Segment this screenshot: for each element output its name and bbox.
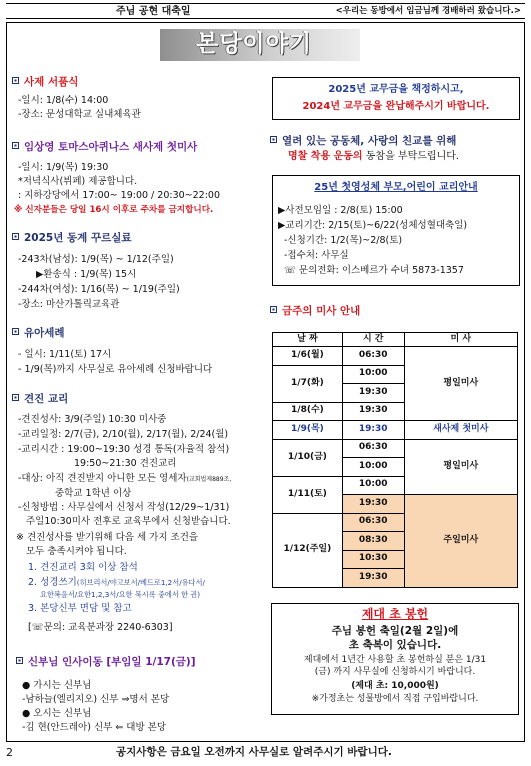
- mass-type-cell: 새사제 첫미사: [404, 421, 517, 440]
- section-first-mass: [12, 141, 197, 155]
- section-title: 신부님 인사이동: [28, 656, 103, 668]
- time-cell: 19:30: [342, 495, 404, 514]
- time-cell: 10:30: [342, 550, 404, 569]
- text-line: 19:50~21:30 견진교리: [74, 458, 177, 469]
- candle-line1: 주님 봉헌 축일(2월 2일)에: [331, 624, 459, 637]
- table-header: 미 사: [404, 333, 517, 347]
- condition-item: [28, 577, 205, 590]
- notice-highlight: 명찰 착용 운동의: [288, 151, 363, 162]
- text-part-small: (히브리서/야고보서/베드로1,2서/유다서/: [76, 578, 205, 587]
- text-line: -교리시간 : 19:00~19:30 성경 통독(자율적 참석): [18, 444, 230, 455]
- dues-notice-box: [272, 77, 520, 120]
- mass-type-cell: 평일미사: [404, 439, 517, 495]
- time-cell: 08:30: [342, 532, 404, 551]
- section-ordination: [12, 76, 78, 90]
- square-bullet-icon: [12, 328, 19, 335]
- text-line: [18, 473, 231, 486]
- mass-type-cell: 주일미사: [404, 495, 517, 588]
- text-line: -접수처: 사무실: [284, 250, 349, 261]
- text-part-small: (교회법제889조,: [186, 476, 232, 483]
- text-line: -신청기간: 1/2(목)~2/8(토): [284, 235, 403, 246]
- date-cell: 1/12(주일): [273, 513, 343, 587]
- section-priest-transfer: [16, 656, 196, 670]
- time-cell: 10:00: [342, 476, 404, 495]
- text-line: -교리일정: 2/7(금), 2/10(월), 2/17(월), 2/24(월): [18, 429, 229, 440]
- candle-line2: 초 축복이 있습니다.: [348, 638, 442, 651]
- time-cell: 06:30: [342, 513, 404, 532]
- section-infant-baptism: [12, 327, 65, 341]
- mass-schedule-table: [272, 332, 518, 588]
- table-row: [273, 347, 518, 366]
- text-line: - 일시: 1/11(토) 17시: [18, 349, 112, 360]
- notice-line1: 열려 있는 공동체, 사랑의 친교를 위해: [282, 135, 457, 147]
- notice-rest: 동참을 부탁드립니다.: [362, 151, 460, 162]
- date-cell: 1/11(토): [273, 476, 343, 513]
- text-line: ▶교리기간: 2/15(토)~6/22(성체성혈대축일): [278, 220, 468, 231]
- table-row: [273, 421, 518, 440]
- text-line: -견진성사: 3/9(주일) 10:30 미사중: [18, 414, 167, 425]
- candle-offering-box: [271, 603, 519, 715]
- square-bullet-icon: [12, 142, 19, 149]
- header-feast-title: 주님 공현 대축일: [116, 6, 191, 17]
- time-cell: 06:30: [342, 347, 404, 366]
- condition-item: 3. 본당신부 면담 및 참고: [28, 603, 132, 614]
- time-cell: 19:30: [342, 402, 404, 421]
- section-title-date: [부임일 1/17(금)]: [106, 656, 196, 668]
- section-cursillo: [12, 232, 132, 246]
- condition-item: 요한복음서/요한1,2,3서/요한 묵시록 중에서 한 권): [40, 590, 201, 599]
- text-line: 모두 충족시켜야 됩니다.: [26, 546, 127, 557]
- condition-item: 1. 견진교리 3회 이상 참석: [28, 562, 138, 573]
- first-communion-title: 25년 첫영성체 부모,어린이 교리안내: [314, 182, 478, 193]
- square-bullet-icon: [270, 136, 277, 143]
- time-cell: 19:30: [342, 384, 404, 403]
- candle-price: (제대 초: 10,000원): [351, 681, 439, 692]
- candle-line6: ※가정초는 성물방에서 직접 구입바랍니다.: [311, 694, 479, 705]
- text-line: -일시: 1/8(수) 14:00: [18, 95, 109, 106]
- candle-title: 제대 초 봉헌: [361, 607, 429, 621]
- text-line: ※ 견진성사를 받기위해 다음 세 가지 조건을: [16, 532, 199, 543]
- table-row: [273, 439, 518, 458]
- time-cell: 06:30: [342, 439, 404, 458]
- header-bar: [6, 3, 525, 19]
- mass-schedule-heading: [270, 305, 360, 319]
- text-line: -244차(여성): 1/16(목) ~ 1/19(주일): [18, 284, 180, 295]
- text-part: 2. 성경쓰기: [28, 577, 77, 588]
- text-line: - 1/9(목)까지 사무실로 유아세례 신청바랍니다: [18, 364, 213, 375]
- section-confirmation: [12, 393, 68, 407]
- text-line: -243차(남성): 1/9(목) ~ 1/12(주일): [18, 254, 174, 265]
- text-line: ▶환송식 : 1/9(목) 15시: [36, 269, 137, 280]
- section-title: 사제 서품식: [24, 76, 79, 88]
- text-part: -대상: 아직 견진받지 아니한 모든 영세자: [18, 473, 187, 484]
- footer-notice: 공지사항은 금요일 오전까지 사무실로 알려주시기 바랍니다.: [116, 746, 392, 758]
- text-line: ● 오시는 신부님: [22, 708, 92, 719]
- table-header: 시 간: [342, 333, 404, 347]
- square-bullet-icon: [270, 306, 277, 313]
- candle-line4: (금) 까지 사무실에 신청하시기 바랍니다.: [314, 667, 476, 678]
- square-bullet-icon: [12, 394, 19, 401]
- text-line: -일시: 1/9(목) 19:30: [18, 162, 109, 173]
- candle-line3: 제대에서 1년간 사용할 초 봉헌하실 분은 1/31: [303, 654, 487, 665]
- time-cell: 19:30: [342, 421, 404, 440]
- text-line: -김 현(안드레아) 신부 ⇐ 대방 본당: [22, 722, 167, 733]
- contact-line: [☏문의: 교육분과장 2240-6303]: [28, 622, 173, 633]
- header-quote: <우리는 동방에서 임금님께 경배하러 왔습니다.>: [335, 6, 521, 16]
- dues-line2: 2024년 교무금을 완납해주시기 바랍니다.: [302, 101, 490, 113]
- text-line: ▶사전모임일 : 2/8(토) 15:00: [278, 205, 403, 216]
- text-line: : 지하강당에서 17:00~ 19:00 / 20:30~22:00: [18, 190, 220, 201]
- dues-line1: 2025년 교무금을 책정하시고,: [328, 84, 464, 95]
- parking-warning: ※ 신자분들은 당일 16시 이후로 주차를 금지합니다.: [14, 205, 214, 215]
- time-cell: 19:30: [342, 569, 404, 588]
- text-line: *저녁식사(뷔페) 제공합니다.: [18, 176, 138, 187]
- footer: [6, 744, 525, 762]
- table-header: 날 짜: [273, 333, 343, 347]
- notice-line2: [288, 150, 459, 163]
- date-cell: 1/6(월): [273, 347, 343, 366]
- text-line: ☏ 문의전화: 이스베르가 수녀 5873-1357: [284, 265, 464, 276]
- square-bullet-icon: [16, 657, 23, 664]
- table-header-row: [273, 333, 518, 347]
- date-cell: 1/10(금): [273, 439, 343, 476]
- banner: [160, 29, 360, 61]
- section-title: 2025년 동계 꾸르실료: [24, 232, 132, 244]
- text-line: 주일10:30미사 전후로 교육부에서 신청받습니다.: [26, 516, 231, 527]
- community-notice: [270, 135, 456, 149]
- square-bullet-icon: [12, 233, 19, 240]
- time-cell: 10:00: [342, 458, 404, 477]
- page-number: 2: [6, 746, 13, 759]
- time-cell: 10:00: [342, 365, 404, 384]
- text-line: -남하늘(엘리지오) 신부 ⇒명서 본당: [22, 694, 170, 705]
- date-cell: 1/9(목): [273, 421, 343, 440]
- text-line: 중학교 1학년 이상: [55, 488, 132, 499]
- section-title: 유아세례: [24, 327, 65, 339]
- text-line: ● 가시는 신부님: [22, 680, 92, 691]
- date-cell: 1/7(화): [273, 365, 343, 402]
- date-cell: 1/8(수): [273, 402, 343, 421]
- square-bullet-icon: [12, 77, 19, 84]
- text-line: -장소: 마산가톨릭교육관: [18, 299, 120, 310]
- banner-title: 본당이야기: [196, 31, 313, 57]
- section-title: 임상영 토마스아퀴나스 새사제 첫미사: [24, 141, 198, 153]
- mass-title: 금주의 미사 안내: [282, 305, 361, 317]
- text-line: -신청방법 : 사무실에서 신청서 작성(12/29~1/31): [18, 502, 230, 513]
- mass-type-cell: 평일미사: [404, 347, 517, 421]
- text-line: -장소: 문성대학교 실내체육관: [18, 109, 141, 120]
- section-title: 견진 교리: [24, 393, 69, 405]
